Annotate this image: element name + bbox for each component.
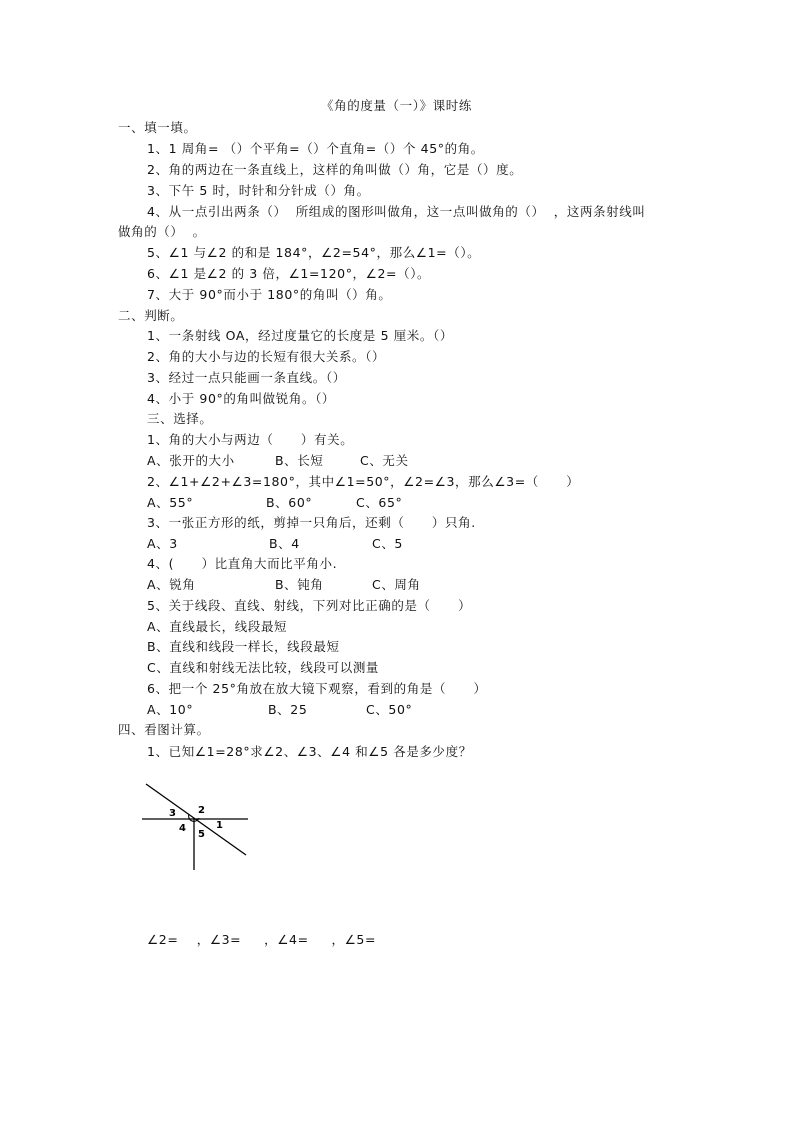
choice-2-option-b: B、60° (266, 495, 313, 510)
choice-question-1: 1、角的大小与两边（ ）有关。 (147, 432, 354, 447)
judge-question-4: 4、小于 90°的角叫做锐角。（） (147, 391, 336, 406)
choice-3-option-c: C、5 (372, 536, 403, 551)
fill-question-5: 5、∠1 与∠2 的和是 184°，∠2=54°，那么∠1=（）。 (147, 245, 481, 260)
angle-figure (138, 780, 258, 875)
choice-4-option-c: C、周角 (372, 577, 421, 592)
choice-3-option-b: B、4 (269, 536, 300, 551)
section-heading-judge: 二、判断。 (118, 308, 184, 323)
judge-question-1: 1、一条射线 OA，经过度量它的长度是 5 厘米。（） (147, 328, 453, 343)
choice-question-6: 6、把一个 25°角放在放大镜下观察，看到的角是（ ） (147, 681, 487, 696)
choice-question-4: 4、( ）比直角大而比平角小. (147, 556, 338, 571)
choice-1-option-a: A、张开的大小 (147, 453, 235, 468)
fill-question-3: 3、下午 5 时，时针和分针成（）角。 (147, 183, 370, 198)
fill-question-1: 1、1 周角= （）个平角=（）个直角=（）个 45°的角。 (147, 141, 484, 156)
choice-4-option-a: A、锐角 (147, 577, 196, 592)
choice-2-option-a: A、55° (147, 495, 194, 510)
angle-label-3: 3 (169, 808, 176, 819)
calc-question-1: 1、已知∠1=28°求∠2、∠3、∠4 和∠5 各是多少度？ (147, 744, 472, 759)
section-heading-choice: 三、选择。 (147, 411, 213, 426)
choice-question-3: 3、一张正方形的纸，剪掉一只角后，还剩（ ）只角. (147, 515, 476, 530)
fill-question-6: 6、∠1 是∠2 的 3 倍，∠1=120°，∠2=（）。 (147, 266, 431, 281)
worksheet-title: 《角的度量（一）》课时练 (321, 98, 472, 113)
choice-3-option-a: A、3 (147, 536, 178, 551)
section-heading-calc: 四、看图计算。 (118, 722, 210, 737)
angle-label-1: 1 (216, 820, 223, 831)
choice-5-option-c: C、直线和射线无法比较，线段可以测量 (147, 660, 380, 675)
judge-question-3: 3、经过一点只能画一条直线。（） (147, 370, 346, 385)
choice-1-option-c: C、无关 (360, 453, 409, 468)
angle-label-5: 5 (198, 829, 205, 840)
choice-5-option-a: A、直线最长，线段最短 (147, 619, 288, 634)
choice-4-option-b: B、钝角 (275, 577, 324, 592)
fill-question-4-continued: 做角的（） 。 (118, 224, 206, 239)
calc-answer-line: ∠2= ，∠3= ，∠4= ，∠5= (147, 932, 377, 947)
choice-5-option-b: B、直线和线段一样长，线段最短 (147, 639, 340, 654)
choice-6-option-c: C、50° (366, 702, 413, 717)
choice-question-5: 5、关于线段、直线、射线，下列对比正确的是（ ） (147, 598, 472, 613)
angle-label-4: 4 (179, 823, 186, 834)
judge-question-2: 2、角的大小与边的长短有很大关系。（） (147, 349, 386, 364)
choice-6-option-a: A、10° (147, 702, 194, 717)
angle-label-2: 2 (198, 805, 205, 816)
fill-question-4: 4、从一点引出两条（） 所组成的图形叫做角，这一点叫做角的（） ，这两条射线叫 (147, 204, 646, 219)
fill-question-7: 7、大于 90°而小于 180°的角叫（）角。 (147, 287, 392, 302)
section-heading-fill: 一、填一填。 (118, 120, 197, 135)
choice-6-option-b: B、25 (268, 702, 308, 717)
choice-question-2: 2、∠1+∠2+∠3=180°，其中∠1=50°，∠2=∠3，那么∠3=（ ） (147, 474, 580, 489)
choice-1-option-b: B、长短 (275, 453, 324, 468)
choice-2-option-c: C、65° (356, 495, 403, 510)
fill-question-2: 2、角的两边在一条直线上，这样的角叫做（）角，它是（）度。 (147, 162, 523, 177)
